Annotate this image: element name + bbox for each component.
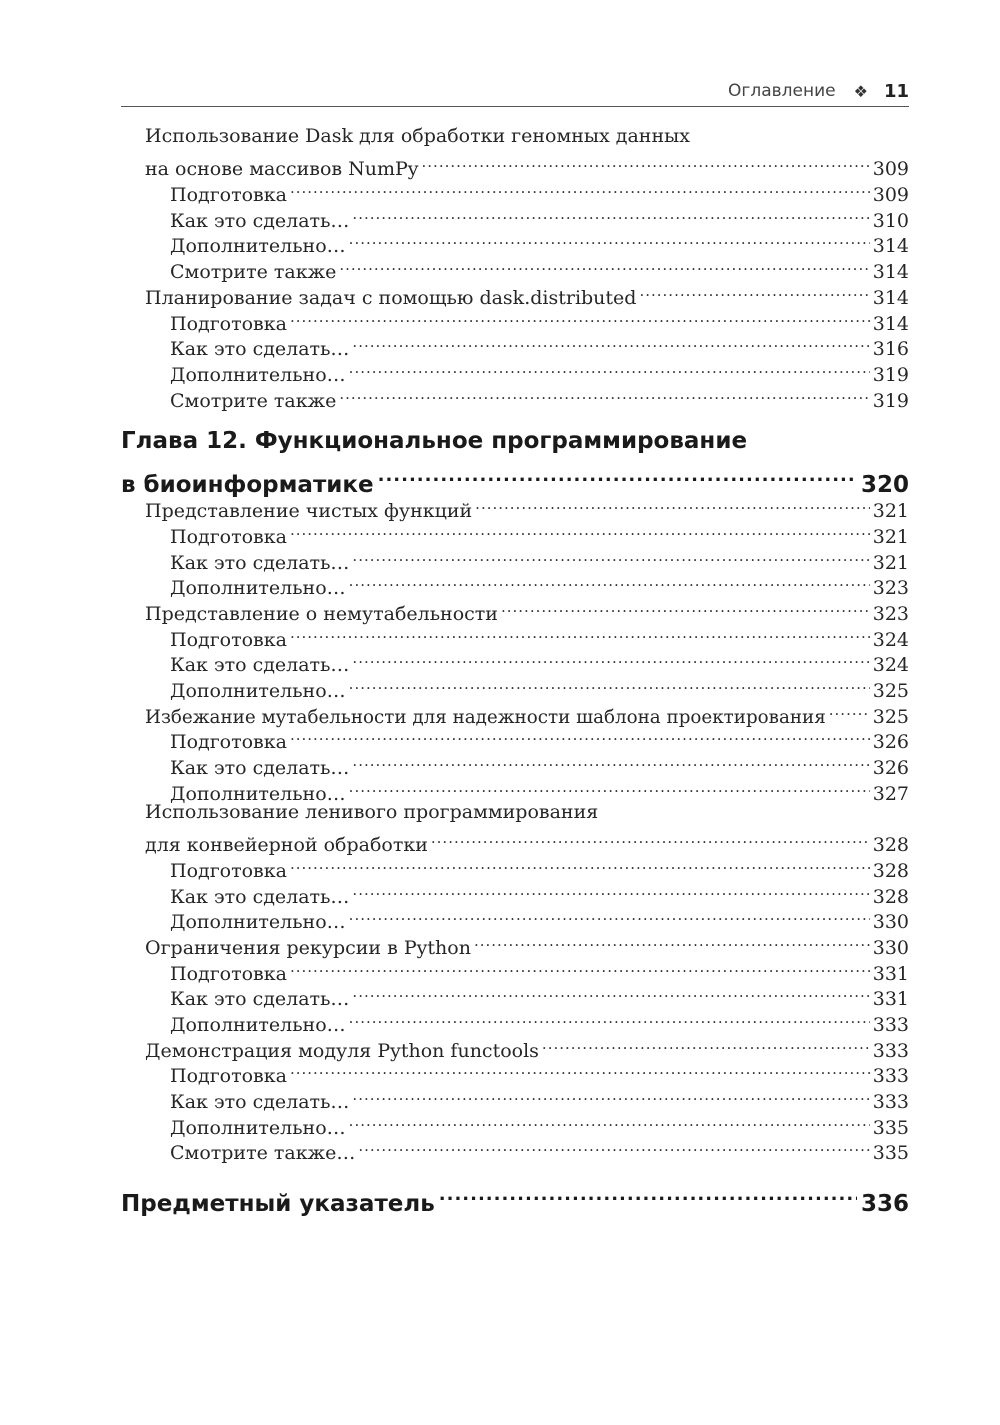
dot-leader [639, 278, 869, 304]
dot-leader [378, 458, 857, 492]
toc-entry-page: 314 [872, 312, 909, 335]
toc-entry-page: 331 [872, 988, 909, 1011]
toc-entry-label: Демонстрация модуля Python functools [145, 1039, 539, 1062]
toc-entry-page: 333 [872, 1014, 909, 1036]
toc-entry-page: 319 [872, 363, 909, 386]
dot-leader [290, 175, 870, 201]
dot-leader [352, 980, 869, 1006]
dot-leader [475, 492, 870, 518]
toc-entry-page: 323 [872, 603, 909, 625]
toc-section-title: Использование Dask для обработки геномных данных [145, 125, 690, 147]
dot-leader [352, 1082, 869, 1108]
dot-leader [358, 1134, 869, 1160]
dot-leader [290, 1057, 870, 1083]
toc-entry-label: Дополнительно… [170, 1116, 346, 1139]
dot-leader [290, 851, 870, 877]
toc-entry-label: Как это сделать… [170, 885, 350, 908]
toc-entry-page: 333 [872, 1091, 909, 1114]
dot-leader [349, 1108, 870, 1134]
toc-entry-page: 335 [872, 1142, 909, 1165]
toc-entry-page: 319 [872, 389, 909, 412]
toc-entry-label: Как это сделать… [170, 209, 350, 232]
dot-leader [829, 697, 870, 723]
chapter-page: 320 [860, 471, 909, 498]
toc-entry-page: 335 [872, 1116, 909, 1139]
toc-entry-page: 314 [872, 261, 909, 284]
index-page: 336 [860, 1191, 909, 1218]
dot-leader [349, 355, 870, 381]
toc-entry-page: 321 [872, 551, 909, 574]
chapter-title: Глава 12. Функциональное программирование [121, 427, 748, 454]
toc-entry-label: Дополнительно… [170, 911, 346, 934]
header-rule [121, 106, 909, 107]
toc-entry-page: 330 [872, 936, 909, 959]
toc-entry-label: Дополнительно… [170, 782, 346, 805]
dot-leader [431, 826, 870, 852]
toc-entry-label: для конвейерной обработки [145, 834, 428, 857]
toc-entry-label: Подготовка [170, 184, 287, 207]
toc-entry-page: 323 [872, 577, 909, 600]
dot-leader [349, 671, 870, 697]
toc-section-entry[interactable] [121, 150, 909, 181]
dot-leader [339, 381, 869, 407]
toc-entry-label: Смотрите также [170, 261, 337, 284]
chapter-entry[interactable] [121, 458, 909, 498]
dot-leader [349, 774, 870, 800]
dot-leader [352, 877, 869, 903]
page-number: 11 [883, 80, 909, 102]
toc-list [121, 124, 909, 1218]
toc-entry-label: Смотрите также [170, 389, 337, 412]
dot-leader [290, 304, 870, 330]
toc-entry-page: 328 [872, 859, 909, 882]
toc-entry-label: Подготовка [170, 859, 287, 882]
dot-leader [352, 748, 869, 774]
toc-entry-page: 314 [872, 235, 909, 258]
dot-leader [352, 201, 869, 227]
toc-entry-page: 321 [872, 500, 909, 523]
dot-leader [290, 954, 870, 980]
dot-leader [290, 517, 870, 543]
toc-entry-page: 325 [872, 705, 909, 728]
dot-leader [349, 227, 870, 253]
dot-leader [349, 569, 870, 595]
toc-section-entry[interactable] [121, 826, 909, 857]
toc-entry-label: Представление чистых функций [145, 500, 473, 523]
toc-entry-label: Подготовка [170, 1065, 287, 1088]
toc-entry-label: Смотрите также… [170, 1142, 356, 1165]
toc-entry-label: Планирование задач с помощью dask.distributed [145, 286, 637, 309]
dot-leader [349, 1005, 870, 1031]
dot-leader [352, 330, 869, 356]
toc-entry-page: 331 [872, 962, 909, 985]
toc-entry-label: Подготовка [170, 962, 287, 985]
toc-entry-label: Как это сделать… [170, 1091, 350, 1114]
dot-leader [439, 1177, 857, 1211]
dot-leader [349, 903, 870, 929]
toc-entry-page: 324 [872, 628, 909, 651]
toc-entry-page: 326 [872, 757, 909, 780]
toc-entry-label: Дополнительно… [170, 680, 346, 703]
toc-entry-label: Как это сделать… [170, 551, 350, 574]
toc-entry-page: 325 [872, 680, 909, 703]
toc-entry-page: 314 [872, 286, 909, 309]
toc-section-title: Использование ленивого программирования [145, 800, 599, 823]
toc-entry-label: Представление о немутабельности [145, 603, 498, 625]
toc-entry-label: Подготовка [170, 731, 287, 754]
toc-entry-page: 333 [872, 1065, 909, 1088]
toc-entry-label: Дополнительно… [170, 577, 346, 600]
toc-entry-page: 321 [872, 525, 909, 548]
toc-entry-label: Как это сделать… [170, 654, 350, 677]
toc-entry-label: Подготовка [170, 525, 287, 548]
dot-leader [352, 543, 869, 569]
toc-entry-page: 330 [872, 911, 909, 934]
toc-entry-label: Избежание мутабельности для надежности шаблона проектирования [145, 706, 826, 728]
toc-entry-label: на основе массивов NumPy [145, 158, 419, 181]
toc-entry-page: 309 [872, 184, 909, 207]
toc-entry-page: 333 [872, 1039, 909, 1062]
toc-entry-page: 328 [872, 885, 909, 908]
toc-entry-label: Дополнительно… [170, 235, 346, 258]
toc-entry-page: 328 [872, 834, 909, 857]
index-entry[interactable] [121, 1177, 909, 1218]
dot-leader [422, 150, 870, 176]
toc-entry-label: Подготовка [170, 312, 287, 335]
toc-entry-label: Как это сделать… [170, 988, 350, 1011]
toc-entry-page: 309 [872, 158, 909, 181]
dot-leader [290, 723, 870, 749]
ornament-icon: ❖ [853, 81, 868, 101]
running-head-title: Оглавление [728, 81, 836, 101]
toc-entry-page: 326 [872, 731, 909, 754]
toc-entry-label: Как это сделать… [170, 338, 350, 361]
toc-entry-page: 310 [872, 209, 909, 232]
toc-entry-label: Дополнительно… [170, 363, 346, 386]
toc-entry-label: Как это сделать… [170, 757, 350, 780]
dot-leader [339, 252, 869, 278]
toc-entry-page: 316 [872, 338, 909, 361]
chapter-title-cont: в биоинформатике [121, 471, 374, 498]
toc-entry-page: 324 [872, 654, 909, 677]
running-head [121, 76, 909, 106]
dot-leader [501, 594, 870, 620]
toc-entry-label: Подготовка [170, 628, 287, 651]
index-title: Предметный указатель [121, 1191, 435, 1218]
toc-entry-page: 327 [872, 782, 909, 805]
dot-leader [352, 646, 869, 672]
dot-leader [474, 928, 870, 954]
dot-leader [542, 1031, 870, 1057]
dot-leader [290, 620, 870, 646]
toc-entry-label: Ограничения рекурсии в Python [145, 936, 471, 959]
toc-entry-label: Дополнительно… [170, 1014, 346, 1036]
